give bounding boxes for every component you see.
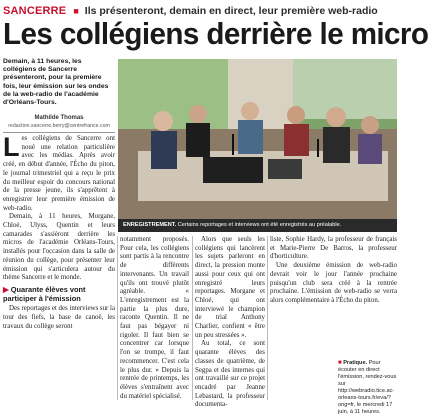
col1-paragraph-3: Des reportages et des interviews sur la tour des fiefs, la base de canoë, les travaux du collège seront <box>3 305 116 330</box>
article-column-1 <box>3 132 116 403</box>
col4-paragraph-1: liste, Sophie Hardy, la professeur de français et Marie-Pierre De Barros, la professeur d'horticulture. <box>270 236 397 261</box>
col4-paragraph-2: Une deuxième émission de web-radio devrait voir le jour l'année prochaine puisqu'un club sera créé à la rentrée prochaine. L'émission de web-radio se verra alors complémentaire à l'Écho du piton. <box>270 262 397 304</box>
byline-author: Mathilde Thomas <box>34 115 84 121</box>
byline-email: redaction.sancerre.berry@centrefrance.com <box>8 123 110 129</box>
caption-label: ENREGISTREMENT. <box>123 222 177 228</box>
section-kicker: SANCERRE <box>3 5 67 17</box>
col2-paragraph-1: notamment proposés. Pour cela, les collégiens sont partis à la rencontre de différents intervenants. Un travail qu'ils ont trouvé plutôt agréable. « L'enregistrement est la partie la plus dure, raconte Quentin. Il ne faut pas bégayer ni rigoler. Il faut bien se concentrer car lorsque l'on se trompe, il faut recommencer. C'est cela le plus dur. » Depuis la rentrée de printemps, les élèves s'entraînent avec du matériel spécialisé. <box>120 236 189 400</box>
article-column-3 <box>195 236 265 409</box>
column-divider <box>267 236 268 400</box>
article-headline: Les collégiens derrière le micro <box>3 17 428 51</box>
col3-paragraph-2: Au total, ce sont quarante élèves des classes de quatrième, de Segpa et des internes qui ont travaillé sur ce projet encadré par Jeanne Lebastard, la professeur documenta- <box>195 340 265 409</box>
lead-divider <box>3 132 115 133</box>
drop-cap: L <box>3 132 20 162</box>
caption-text: Certains reportages et interviews ont été enregistrés au préalable. <box>177 222 342 228</box>
practical-bullet-icon: ■ <box>338 360 342 366</box>
col1-paragraph-2: Demain, à 11 heures, Morgane, Chloé, Ulyss, Quentin et leurs camarades s'assièront derrière les micros de l'académie Orléans-Tours, installés pour l'occasion dans la salle de réunion du collège, pour présenter leur émission qui s'articulera autour du thème Sancerre et le monde. <box>3 213 115 282</box>
practical-label: Pratique. <box>343 360 368 366</box>
col3-paragraph-1: Alors que seuls les collégiens qui lancèrent les sujets parleront en direct, la pression monte aussi pour ceux qui ont enregistré leurs reportages. Morgane et Chloé, qui ont interviewé le champion de trial Anthony Charlier, confient « être un peu stressées ». <box>195 236 265 339</box>
photo-caption <box>118 219 397 232</box>
article-column-4 <box>270 236 397 358</box>
column-divider <box>192 236 193 400</box>
practical-text: Pour écouter en direct l'émission, rendez-vous sur http://webradio.tice.ac-orleans-tours.fr/eva/?ong=fr, le mercredi 17 juin, à 11 heures. <box>338 360 397 415</box>
col1-paragraph-1: es collégiens de Sancerre ont noué une relation particulière avec les médias. Après avoir créé, en début d'année, l'Écho du piton, le journal trimestriel qui a reçu le prix du meilleur espoir du concours national de la presse jeune, ils s'apprêtent à enregistrer leur première émission de web-radio. <box>3 135 115 212</box>
article-subhead <box>3 286 115 303</box>
article-subtitle: Ils présenteront, demain en direct, leur première web-radio <box>84 5 378 17</box>
practical-info-box <box>338 360 397 416</box>
subhead-text: Quarante élèves vont participer à l'émission <box>3 284 86 303</box>
kicker-line <box>3 1 397 15</box>
kicker-arrow-icon: ■ <box>73 6 79 16</box>
column-divider <box>117 236 118 400</box>
article-photo <box>118 59 397 219</box>
classroom-photo-illustration <box>118 59 397 219</box>
article-lead: Demain, à 11 heures, les collégiens de Sancerre présenteront, pour la première fois, leur émission sur les ondes de la web-radio de l'académie d'Orléans-Tours. <box>3 58 109 107</box>
subhead-arrow-icon: ▶ <box>3 284 9 294</box>
article-column-2 <box>120 236 189 403</box>
